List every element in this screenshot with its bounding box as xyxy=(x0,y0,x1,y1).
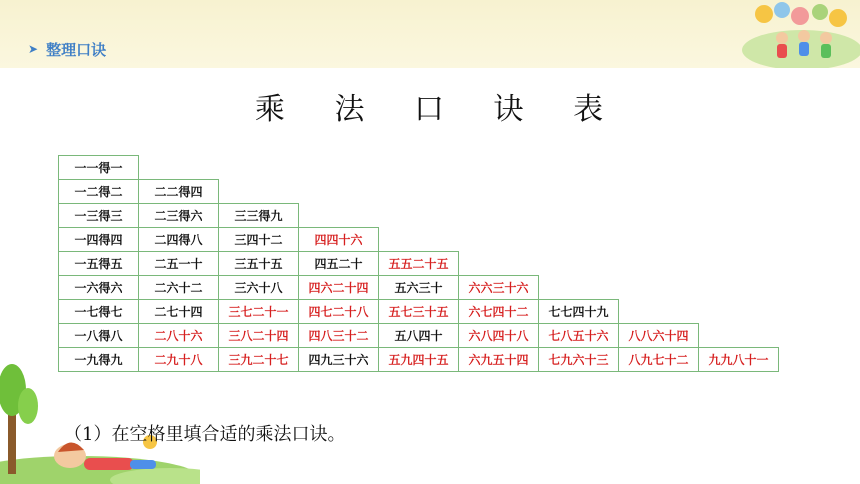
table-cell: 六九五十四 xyxy=(459,348,539,372)
table-cell: 三六十八 xyxy=(219,276,299,300)
table-cell: 五九四十五 xyxy=(379,348,459,372)
table-cell: 一四得四 xyxy=(59,228,139,252)
table-cell-empty xyxy=(379,228,459,252)
table-cell: 一八得八 xyxy=(59,324,139,348)
table-cell-empty xyxy=(299,204,379,228)
table-cell-empty xyxy=(299,156,379,180)
table-cell-empty xyxy=(539,156,619,180)
table-cell: 一五得五 xyxy=(59,252,139,276)
table-row xyxy=(59,276,779,300)
table-cell: 七九六十三 xyxy=(539,348,619,372)
table-cell: 九九八十一 xyxy=(699,348,779,372)
table-cell-empty xyxy=(539,180,619,204)
table-cell-empty xyxy=(619,252,699,276)
table-cell: 三八二十四 xyxy=(219,324,299,348)
chevron-right-icon: ➤ xyxy=(28,42,39,56)
table-row xyxy=(59,228,779,252)
table-row xyxy=(59,180,779,204)
table-cell: 二七十四 xyxy=(139,300,219,324)
table-cell-empty xyxy=(459,156,539,180)
table-cell-empty xyxy=(539,276,619,300)
multiplication-table xyxy=(58,155,779,372)
table-cell-empty xyxy=(699,300,779,324)
table-cell-empty xyxy=(699,252,779,276)
table-cell: 五六三十 xyxy=(379,276,459,300)
table-cell-empty xyxy=(619,180,699,204)
table-cell-empty xyxy=(539,228,619,252)
table-cell-empty xyxy=(699,180,779,204)
table-cell: 三九二十七 xyxy=(219,348,299,372)
table-cell-empty xyxy=(379,204,459,228)
table-cell: 二二得四 xyxy=(139,180,219,204)
table-cell-empty xyxy=(379,180,459,204)
section-label-text: 整理口诀 xyxy=(46,40,107,59)
table-cell: 一二得二 xyxy=(59,180,139,204)
table-cell: 一九得九 xyxy=(59,348,139,372)
table-cell-empty xyxy=(699,324,779,348)
table-cell: 六六三十六 xyxy=(459,276,539,300)
table-cell-empty xyxy=(699,228,779,252)
table-cell: 三五十五 xyxy=(219,252,299,276)
table-cell-empty xyxy=(619,276,699,300)
table-cell-empty xyxy=(539,204,619,228)
header-band xyxy=(0,0,860,68)
table-cell: 二八十六 xyxy=(139,324,219,348)
table-cell: 一一得一 xyxy=(59,156,139,180)
table-cell-empty xyxy=(699,276,779,300)
table-cell: 二六十二 xyxy=(139,276,219,300)
table-cell: 四五二十 xyxy=(299,252,379,276)
table-cell-empty xyxy=(699,156,779,180)
table-cell-empty xyxy=(699,204,779,228)
table-cell: 四六二十四 xyxy=(299,276,379,300)
table-cell-empty xyxy=(219,180,299,204)
table-cell-empty xyxy=(459,180,539,204)
table-cell-empty xyxy=(539,252,619,276)
table-cell: 七七四十九 xyxy=(539,300,619,324)
table-row xyxy=(59,324,779,348)
table-cell-empty xyxy=(459,204,539,228)
table-row xyxy=(59,204,779,228)
table-cell-empty xyxy=(619,300,699,324)
table-row xyxy=(59,300,779,324)
table-cell: 五七三十五 xyxy=(379,300,459,324)
section-label xyxy=(28,38,106,60)
table-cell: 四四十六 xyxy=(299,228,379,252)
table-cell: 二五一十 xyxy=(139,252,219,276)
instruction-text: （1）在空格里填合适的乘法口诀。 xyxy=(64,424,346,445)
table-cell: 一六得六 xyxy=(59,276,139,300)
table-cell: 五五二十五 xyxy=(379,252,459,276)
table-cell: 三三得九 xyxy=(219,204,299,228)
kids-with-numbers-illustration xyxy=(742,0,860,68)
table-cell: 三四十二 xyxy=(219,228,299,252)
table-cell-empty xyxy=(619,204,699,228)
table-cell: 一三得三 xyxy=(59,204,139,228)
table-cell: 七八五十六 xyxy=(539,324,619,348)
table-cell: 六八四十八 xyxy=(459,324,539,348)
table-cell-empty xyxy=(219,156,299,180)
table-cell-empty xyxy=(459,252,539,276)
table-cell: 四七二十八 xyxy=(299,300,379,324)
table-cell: 四九三十六 xyxy=(299,348,379,372)
table-cell: 八九七十二 xyxy=(619,348,699,372)
table-cell: 二三得六 xyxy=(139,204,219,228)
table-cell-empty xyxy=(379,156,459,180)
table-cell: 三七二十一 xyxy=(219,300,299,324)
table-cell-empty xyxy=(619,228,699,252)
table-cell-empty xyxy=(299,180,379,204)
table-cell-empty xyxy=(619,156,699,180)
table-cell: 五八四十 xyxy=(379,324,459,348)
table-cell: 六七四十二 xyxy=(459,300,539,324)
table-row xyxy=(59,252,779,276)
table-cell-empty xyxy=(459,228,539,252)
page-title: 乘 法 口 诀 表 xyxy=(254,92,624,127)
table-cell: 二九十八 xyxy=(139,348,219,372)
table-cell: 二四得八 xyxy=(139,228,219,252)
table-row xyxy=(59,156,779,180)
table-cell: 四八三十二 xyxy=(299,324,379,348)
table-cell: 八八六十四 xyxy=(619,324,699,348)
table-cell-empty xyxy=(139,156,219,180)
table-cell: 一七得七 xyxy=(59,300,139,324)
